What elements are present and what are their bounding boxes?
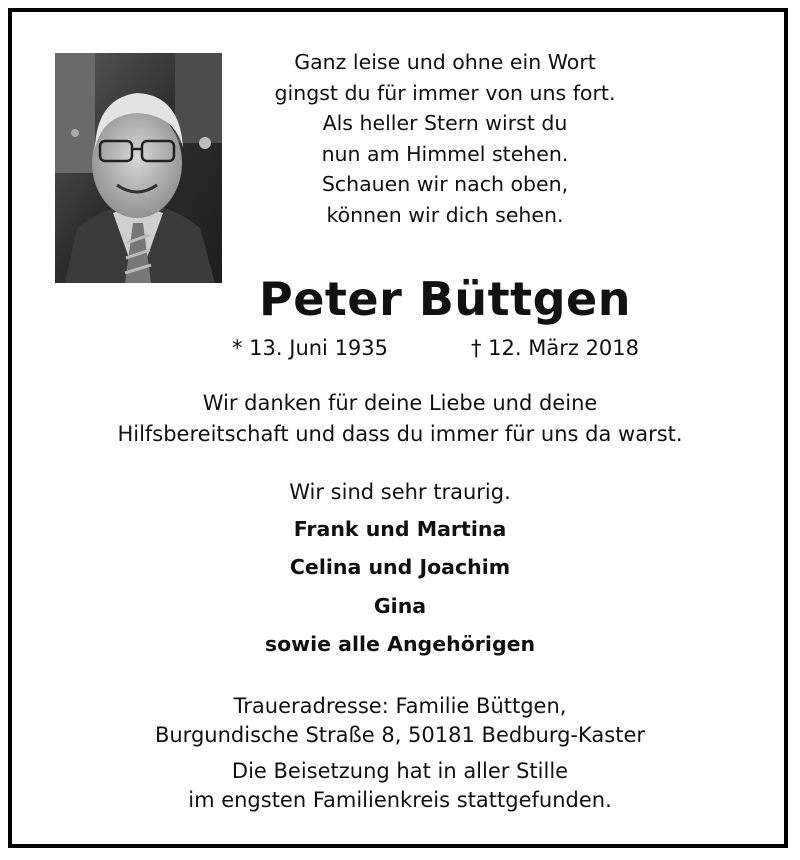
poem-line: gingst du für immer von uns fort.: [274, 80, 616, 105]
burial-line: Die Beisetzung hat in aller Stille: [231, 759, 569, 783]
address-line: Burgundische Straße 8, 50181 Bedburg-Kaster: [154, 723, 646, 747]
poem-line: Ganz leise und ohne ein Wort: [294, 50, 596, 74]
poem-line: Als heller Stern wirst du: [322, 111, 568, 135]
deceased-name: Peter Büttgen: [259, 272, 631, 326]
portrait-photo: [55, 53, 222, 283]
mourning-text: Wir sind sehr traurig.: [289, 480, 511, 504]
poem: [212, 47, 678, 230]
poem-line: Schauen wir nach oben,: [321, 172, 569, 196]
family-member: Celina und Joachim: [289, 555, 511, 579]
family-member: Gina: [373, 594, 427, 618]
thanks-line: Hilfsbereitschaft und dass du immer für uns da warst.: [117, 422, 683, 446]
death-date: † 12. März 2018: [471, 336, 640, 360]
family-member: sowie alle Angehörigen: [264, 632, 536, 656]
address-line: Traueradresse: Familie Büttgen,: [233, 694, 567, 718]
poem-line: können wir dich sehen.: [326, 202, 564, 227]
birth-date: * 13. Juni 1935: [232, 336, 389, 360]
family-member: Frank und Martina: [293, 517, 507, 541]
burial-line: im engsten Familienkreis stattgefunden.: [188, 788, 612, 812]
poem-line: nun am Himmel stehen.: [321, 141, 569, 166]
thanks-line: Wir danken für deine Liebe und deine: [202, 391, 598, 415]
